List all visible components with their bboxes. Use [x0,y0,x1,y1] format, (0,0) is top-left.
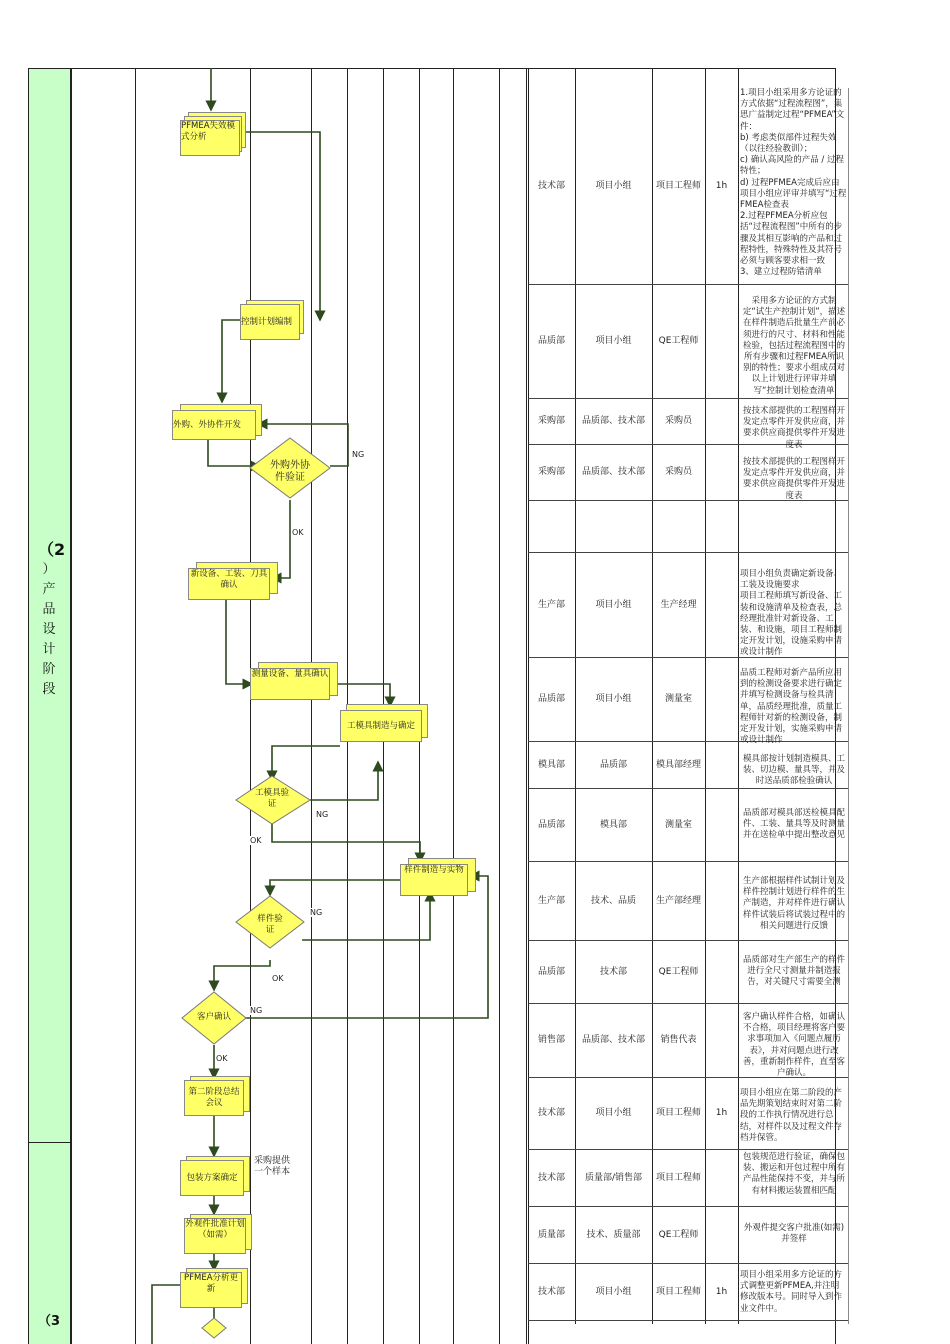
sample-process[interactable] [400,864,468,896]
phase2-summary-process[interactable] [184,1080,244,1116]
pfmea-label: PFMEA失效模式分析 [181,121,236,142]
owner-cell: 测量室 [664,694,692,704]
dept-cell: 品质部 [537,336,565,346]
pfmea-update-label: PFMEA分析更新 [183,1273,239,1294]
owner-cell: 项目工程师 [655,1286,701,1297]
dept-cell: 技术部 [537,180,565,191]
assist-cell: 质量部/销售部 [584,1172,643,1183]
description-cell: 项目小组应在第二阶段的产品先期策划结束时对第二阶段的工作执行情况进行总结，对样件以及过程文件存档并保管。 [740,1088,843,1143]
tooling-verify-decision[interactable] [252,788,292,810]
pfmea-update-process[interactable] [180,1272,242,1308]
pfmea-process[interactable] [180,120,240,156]
assist-cell: 项目小组 [595,694,632,704]
gauge-process[interactable] [250,668,330,700]
owner-cell: QE工程师 [658,1229,699,1240]
tooling-process[interactable] [340,710,422,742]
outsourcing-verify-label: 外购外协件验证 [270,460,310,483]
sample-verify-decision[interactable] [254,914,286,936]
owner-cell: QE工程师 [658,966,699,977]
packaging-label: 包装方案确定 [186,1172,238,1183]
ok-label: OK [292,528,304,537]
description-cell: 外观件提交客户批准(如需)并签样 [743,1223,845,1245]
dept-cell: 采购部 [537,416,565,426]
phase2-summary-label: 第二阶段总结会议 [188,1087,240,1108]
dept-cell: 技术部 [537,1172,565,1183]
description-cell: 按技术部提供的工程图样开发定点零件开发供应商，并要求供应商提供零件开发进度表 [742,457,845,501]
sample-verify-label: 样件验证 [257,914,283,935]
assist-cell: 技术、质量部 [586,1229,641,1240]
ok-label: OK [216,1054,228,1063]
time-cell: 1h [715,1108,728,1118]
description-cell: 品质部对模具部送检模具配件、工装、量具等及时测量并在送检单中提出整改意见 [742,808,845,841]
sample-label: 样件制造与实物 [404,865,464,875]
owner-cell: 测量室 [664,819,692,830]
owner-cell: 项目工程师 [655,1172,701,1183]
stage-2-number: （2 [38,540,66,559]
customer-confirm-label: 客户确认 [196,1012,231,1022]
dept-cell: 采购部 [537,467,565,477]
description-cell: 生产部根据样件试制计划及样件控制计划进行样件的生产制造，并对样件进行确认样件试装后将试装过程中的相关问题进行反馈 [742,876,845,931]
assist-cell: 品质部 [599,759,627,770]
dept-cell: 技术部 [537,1286,565,1297]
packaging-process[interactable] [180,1160,244,1196]
assist-cell: 品质部、技术部 [581,416,645,426]
assist-cell: 项目小组 [595,1286,632,1297]
ng-label: NG [250,1006,263,1015]
appearance-process[interactable] [184,1218,246,1254]
dept-cell: 质量部 [537,1229,565,1240]
appearance-label: 外观件批准计划（如需） [185,1219,245,1240]
dept-cell: 技术部 [537,1108,565,1118]
customer-confirm-decision[interactable] [196,1012,232,1023]
description-cell: 项目小组负责确定新设备、工装及设施要求 项目工程师填写新设备、工装和设施清单及检查表，总经理批准针对新设备、工装、和设施，项目工程师制定开发计划，设施采购申请或设计制作 [740,569,843,658]
stage-3-number: （3 [38,1314,61,1329]
tooling-label: 工模具制造与确定 [346,720,415,731]
assist-cell: 品质部、技术部 [581,467,645,477]
owner-cell: 生产经理 [660,599,697,610]
owner-cell: 项目工程师 [655,1108,701,1118]
dept-cell: 销售部 [537,1035,565,1045]
tooling-verify-label: 工模具验证 [254,788,289,809]
control-plan-label: 控制计划编制 [241,316,293,327]
owner-cell: 项目工程师 [655,180,701,191]
control-plan-process[interactable] [240,304,300,340]
assist-cell: 品质部、技术部 [581,1035,645,1045]
dept-cell: 品质部 [537,694,565,704]
ng-label: NG [352,450,365,459]
description-cell: 项目小组采用多方论证的方式调整更新PFMEA,并注明修改版本号。同时导入到作业文件中。 [740,1270,843,1314]
dept-cell: 品质部 [537,819,565,830]
ng-label: NG [310,908,323,917]
dept-cell: 生产部 [537,599,565,610]
dept-cell: 模具部 [537,759,565,770]
description-cell: 采用多方论证的方式制定“试生产控制计划”，描述在样件制造后批量生产前必须进行的尺寸、材料和性能检验，包括过程流程图中的所有步骤和过程FMEA所识别的特性；要求小组成员对以上计划进行评审并填写“控制计划检查清单 [742,296,846,396]
owner-cell: 生产部经理 [655,895,701,906]
description-cell: 1.项目小组采用多方论证的方式依据“过程流程图”，集思广益制定过程“PFMEA”文件： b) 考虑类似部件过程失效（以往经验教训）； c) 确认高风险的产品 / 过程特性； d) 过程PFMEA完成后应由项目小组应评审并填写“过程FMEA检查表 2.过程PFMEA分析应包括“过程流程图”中所有的步骤及其相互影响的产品和过程特性，特殊特性及其符号必须与顾客要求相一致 3、建立过程防错清单 [740,88,847,278]
description-cell: 包装规范进行验证，确保包装、搬运和开包过程中所有产品性能保持不变，并与所有材料搬运装置相匹配 [742,1152,845,1196]
owner-cell: QE工程师 [658,336,699,346]
assist-cell: 项目小组 [595,1108,632,1118]
outsourcing-process[interactable] [172,410,256,440]
description-cell: 客户确认样件合格，如确认不合格，项目经理将客户要求事项加入《问题点履历表》，并对问题点进行改善，重新制作样件，直至客户确认。 [742,1012,845,1079]
description-cell: 品质部对生产部生产的样件进行全尺寸测量并制造报告，对关键尺寸需要全测 [742,955,845,988]
assist-cell: 模具部 [599,819,627,830]
description-cell: 模具部按计划制造模具、工装、切边模、量具等，并及时送品质部检验确认 [742,754,845,787]
purchase-note: 采购提供一个样本 [254,1156,291,1177]
dept-cell: 生产部 [537,895,565,906]
time-cell: 1h [715,1286,728,1297]
time-cell: 1h [715,180,728,191]
description-cell: 按技术部提供的工程图样开发定点零件开发供应商，并要求供应商提供零件开发进度表 [742,406,845,450]
dept-cell: 品质部 [537,966,565,977]
owner-cell: 销售代表 [660,1035,697,1045]
owner-cell: 采购员 [664,467,692,477]
ng-label: NG [316,810,329,819]
assist-cell: 技术部 [599,966,627,977]
outsourcing-label: 外购、外协件开发 [173,419,242,430]
ok-label: OK [250,836,262,845]
ok-label: OK [272,974,284,983]
gauge-label: 测量设备、量具确认 [251,669,329,679]
description-cell: 品质工程师对新产品所应用到的检测设备要求进行确定并填写检测设备与检具清单，品质经理批准，质量工程师针对新的检测设备，制定开发计划，实施采购申请或设计制作 [740,668,843,746]
owner-cell: 模具部经理 [655,759,701,770]
assist-cell: 项目小组 [595,180,632,191]
stage-2-name: ）产品设计阶段 [42,562,56,697]
outsourcing-verify-decision[interactable] [266,460,314,484]
new-equipment-process[interactable] [188,568,270,600]
assist-cell: 技术、品质 [590,895,636,906]
assist-cell: 项目小组 [595,599,632,610]
assist-cell: 项目小组 [595,336,632,346]
owner-cell: 采购员 [664,416,692,426]
new-equipment-label: 新设备、工装、刀具确认 [190,569,268,590]
